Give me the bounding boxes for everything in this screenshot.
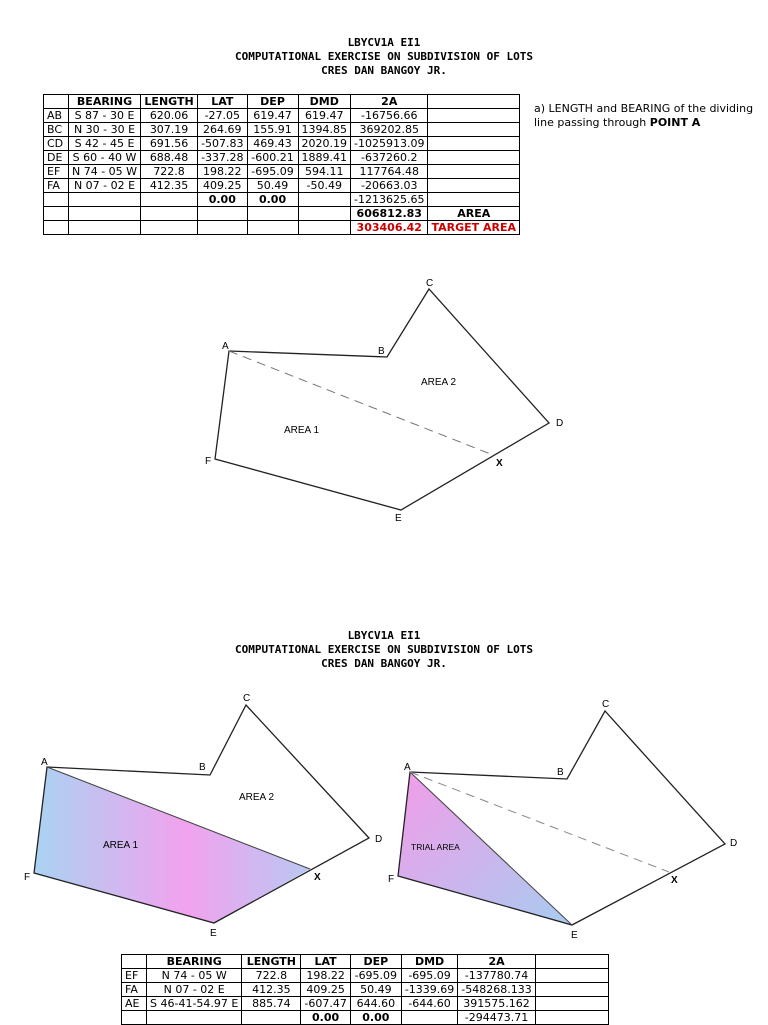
table-cell: 50.49 bbox=[247, 179, 298, 193]
question-emphasis: POINT A bbox=[649, 116, 701, 129]
table-cell: 391575.162 bbox=[458, 997, 535, 1011]
table-cell: 0.00 bbox=[198, 193, 247, 207]
table-row bbox=[122, 969, 609, 983]
table-cell: 594.11 bbox=[298, 165, 351, 179]
table-cell: -20663.03 bbox=[351, 179, 428, 193]
table-cell bbox=[535, 997, 608, 1011]
table-cell: 117764.48 bbox=[351, 165, 428, 179]
author-name: CRES DAN BANGOY JR. bbox=[321, 64, 447, 77]
table-cell: BC bbox=[44, 123, 69, 137]
table-cell: 409.25 bbox=[198, 179, 247, 193]
point-c-label: C bbox=[426, 278, 434, 289]
point-f-label-2: F bbox=[24, 872, 31, 883]
table-cell: -600.21 bbox=[247, 151, 298, 165]
table-row bbox=[122, 997, 609, 1011]
area1-label-2: AREA 1 bbox=[103, 840, 139, 851]
point-e-label-2: E bbox=[210, 928, 217, 939]
table-cell bbox=[535, 955, 608, 969]
table-cell: 2A bbox=[351, 95, 428, 109]
area2-label-2: AREA 2 bbox=[239, 792, 275, 803]
table-cell bbox=[147, 1011, 242, 1025]
table-cell: DEP bbox=[350, 955, 401, 969]
table-cell: 264.69 bbox=[198, 123, 247, 137]
point-f-label: F bbox=[205, 456, 212, 467]
table-cell: S 87 - 30 E bbox=[69, 109, 141, 123]
exercise-title-2: COMPUTATIONAL EXERCISE ON SUBDIVISION OF LOTS bbox=[234, 643, 533, 656]
table-header-row bbox=[122, 955, 609, 969]
table-cell: AE bbox=[122, 997, 147, 1011]
table-cell: 50.49 bbox=[350, 983, 401, 997]
sum-row bbox=[122, 1011, 609, 1025]
table-cell: CD bbox=[44, 137, 69, 151]
table-cell: 409.25 bbox=[301, 983, 350, 997]
point-x-label: X bbox=[496, 458, 503, 469]
table-cell: -607.47 bbox=[301, 997, 350, 1011]
point-e-label-3: E bbox=[571, 930, 578, 941]
table-cell: 1889.41 bbox=[298, 151, 351, 165]
course-code-2: LBYCV1A EI1 bbox=[347, 629, 421, 642]
table-cell: -695.09 bbox=[247, 165, 298, 179]
area2-label: AREA 2 bbox=[421, 377, 457, 388]
table-cell: LAT bbox=[198, 95, 247, 109]
table-cell: 619.47 bbox=[298, 109, 351, 123]
point-f-label-3: F bbox=[388, 874, 395, 885]
table-cell: -137780.74 bbox=[458, 969, 535, 983]
table-cell: -1213625.65 bbox=[351, 193, 428, 207]
point-a-label-2: A bbox=[41, 757, 48, 768]
table-cell: 1394.85 bbox=[298, 123, 351, 137]
table-cell bbox=[122, 955, 147, 969]
lot-figure-3 bbox=[388, 699, 737, 941]
area1-shaded bbox=[34, 767, 310, 923]
table-cell: 688.48 bbox=[141, 151, 198, 165]
table-cell: LAT bbox=[301, 955, 350, 969]
table-cell: 722.8 bbox=[141, 165, 198, 179]
table-cell: 412.35 bbox=[242, 983, 301, 997]
table-cell: -695.09 bbox=[401, 969, 457, 983]
table-cell: N 07 - 02 E bbox=[147, 983, 242, 997]
trial-area-label: TRIAL AREA bbox=[411, 842, 460, 852]
table-cell: -337.28 bbox=[198, 151, 247, 165]
table-cell: -294473.71 bbox=[458, 1011, 535, 1025]
table-cell: -695.09 bbox=[350, 969, 401, 983]
point-b-label-3: B bbox=[557, 767, 564, 778]
table-cell: LENGTH bbox=[141, 95, 198, 109]
table-cell: 722.8 bbox=[242, 969, 301, 983]
table-cell: 620.06 bbox=[141, 109, 198, 123]
table-cell: S 42 - 45 E bbox=[69, 137, 141, 151]
area1-label: AREA 1 bbox=[284, 425, 320, 436]
table-cell: N 30 - 30 E bbox=[69, 123, 141, 137]
table-cell: S 60 - 40 W bbox=[69, 151, 141, 165]
exercise-title: COMPUTATIONAL EXERCISE ON SUBDIVISION OF LOTS bbox=[234, 50, 533, 63]
table-cell: N 07 - 02 E bbox=[69, 179, 141, 193]
table-cell: DMD bbox=[298, 95, 351, 109]
trial-table bbox=[121, 954, 609, 1025]
table-cell: -1025913.09 bbox=[351, 137, 428, 151]
table-cell bbox=[401, 1011, 457, 1025]
table-cell: 198.22 bbox=[198, 165, 247, 179]
point-x-label-3: X bbox=[671, 875, 678, 886]
table-cell: EF bbox=[122, 969, 147, 983]
table-cell bbox=[122, 1011, 147, 1025]
table-cell: 0.00 bbox=[350, 1011, 401, 1025]
table-cell: 2020.19 bbox=[298, 137, 351, 151]
table-cell: 0.00 bbox=[247, 193, 298, 207]
table-cell: BEARING bbox=[147, 955, 242, 969]
table-cell: AB bbox=[44, 109, 69, 123]
point-c-label-3: C bbox=[602, 699, 610, 710]
table-cell: 885.74 bbox=[242, 997, 301, 1011]
point-e-label: E bbox=[395, 513, 402, 524]
table-cell: DEP bbox=[247, 95, 298, 109]
table-cell: DMD bbox=[401, 955, 457, 969]
table-cell bbox=[242, 1011, 301, 1025]
table-cell: -27.05 bbox=[198, 109, 247, 123]
table-cell: 369202.85 bbox=[351, 123, 428, 137]
table-cell: EF bbox=[44, 165, 69, 179]
table-cell: LENGTH bbox=[242, 955, 301, 969]
table-cell: N 74 - 05 W bbox=[147, 969, 242, 983]
table-cell: 307.19 bbox=[141, 123, 198, 137]
table-cell: FA bbox=[122, 983, 147, 997]
table-cell: 155.91 bbox=[247, 123, 298, 137]
point-x-label-2: X bbox=[314, 872, 321, 883]
table-cell: -50.49 bbox=[298, 179, 351, 193]
table-cell: FA bbox=[44, 179, 69, 193]
point-c-label-2: C bbox=[243, 693, 251, 704]
table-cell: S 46-41-54.97 E bbox=[147, 997, 242, 1011]
table-cell bbox=[535, 983, 608, 997]
table-cell: 691.56 bbox=[141, 137, 198, 151]
table-cell bbox=[535, 969, 608, 983]
table-cell: -637260.2 bbox=[351, 151, 428, 165]
table-cell bbox=[535, 1011, 608, 1025]
table-cell: 0.00 bbox=[301, 1011, 350, 1025]
table-cell: 619.47 bbox=[247, 109, 298, 123]
table-cell: 469.43 bbox=[247, 137, 298, 151]
question-text: a) LENGTH and BEARING of the dividing line passing through bbox=[534, 102, 754, 129]
table-cell: TARGET AREA bbox=[428, 221, 520, 235]
table-cell: N 74 - 05 W bbox=[69, 165, 141, 179]
table-cell: 644.60 bbox=[350, 997, 401, 1011]
table-cell: 198.22 bbox=[301, 969, 350, 983]
point-b-label: B bbox=[378, 346, 385, 357]
point-d-label: D bbox=[556, 418, 564, 429]
table-cell: -16756.66 bbox=[351, 109, 428, 123]
table-cell: 412.35 bbox=[141, 179, 198, 193]
point-d-label-2: D bbox=[375, 834, 383, 845]
author-name-2: CRES DAN BANGOY JR. bbox=[321, 657, 447, 670]
course-code: LBYCV1A EI1 bbox=[347, 36, 421, 49]
table-cell: -644.60 bbox=[401, 997, 457, 1011]
point-d-label-3: D bbox=[730, 838, 738, 849]
point-a-label: A bbox=[222, 341, 229, 352]
table-cell: AREA bbox=[428, 207, 520, 221]
point-b-label-2: B bbox=[199, 762, 206, 773]
table-cell: BEARING bbox=[69, 95, 141, 109]
table-cell: -548268.133 bbox=[458, 983, 535, 997]
table-cell: DE bbox=[44, 151, 69, 165]
table-cell: -507.83 bbox=[198, 137, 247, 151]
table-cell: 2A bbox=[458, 955, 535, 969]
table-row bbox=[122, 983, 609, 997]
table-cell: -1339.69 bbox=[401, 983, 457, 997]
table-cell: 606812.83 bbox=[351, 207, 428, 221]
lot-figure-2 bbox=[24, 693, 382, 939]
point-a-label-3: A bbox=[404, 762, 411, 773]
table-cell: 303406.42 bbox=[351, 221, 428, 235]
